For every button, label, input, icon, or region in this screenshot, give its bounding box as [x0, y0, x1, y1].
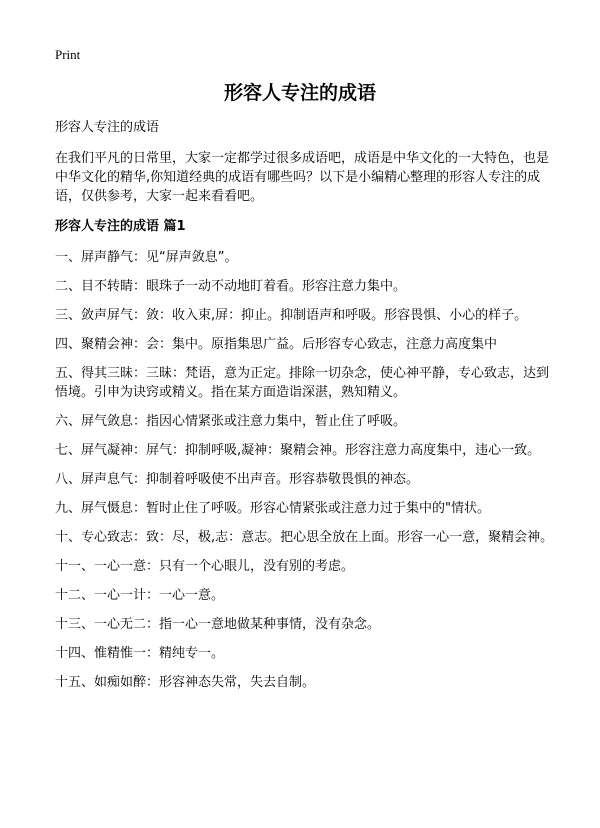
idiom-entry: 十、专心致志：致：尽，极,志：意志。把心思全放在上面。形容一心一意，聚精会神。: [55, 530, 554, 545]
idiom-entry: 十一、一心一意：只有一个心眼儿，没有别的考虑。: [55, 559, 355, 574]
article-body: [55, 119, 555, 702]
idiom-entry: 九、屏气慑息：暂时止住了呼吸。形容心情紧张或注意力过于集中的"情状。: [55, 501, 490, 516]
section-heading: 形容人专注的成语 篇1: [55, 219, 186, 234]
article-subtitle: 形容人专注的成语: [55, 120, 160, 135]
idiom-entry: 十二、一心一计：一心一意。: [55, 588, 225, 603]
idiom-entry: 十四、惟精惟一：精纯专一。: [55, 646, 225, 661]
idiom-entry: 十三、一心无二：指一心一意地做某种事情，没有杂念。: [55, 617, 381, 632]
intro-paragraph: 在我们平凡的日常里，大家一定都学过很多成语吧，成语是中华文化的一大特色，也是中华文化的精华,你知道经典的成语有哪些吗？以下是小编精心整理的形容人专注的成语，仅供参考，大家一起来看看吧。: [55, 151, 550, 204]
idiom-entry: 八、屏声息气：抑制着呼吸使不出声音。形容恭敬畏惧的神态。: [55, 472, 420, 487]
idiom-entry: 三、敛声屏气：敛：收入束,屏：抑止。抑制语声和呼吸。形容畏惧、小心的样子。: [55, 308, 528, 323]
idiom-entry: 十五、如痴如醉：形容神态失常，失去自制。: [55, 675, 316, 690]
idiom-entry: 二、目不转睛：眼珠子一动不动地盯着看。形容注意力集中。: [55, 279, 407, 294]
page-title: 形容人专注的成语: [223, 82, 376, 104]
idiom-entry: 一、屏声静气：见“屏声敛息”。: [55, 250, 238, 265]
idiom-entry: 七、屏气凝神：屏气：抑制呼吸,凝神：聚精会神。形容注意力高度集中，违心一致。: [55, 443, 541, 458]
idiom-entry: 五、得其三昧：三昧：梵语，意为正定。排除一切杂念，使心神平静，专心致志，达到悟境。引申为诀窍或精义。指在某方面造诣深湛，熟知精义。: [55, 366, 550, 400]
idiom-entry: 六、屏气敛息：指因心情紧张或注意力集中，暂止住了呼吸。: [55, 414, 407, 429]
print-link[interactable]: Print: [55, 47, 81, 62]
idiom-entry: 四、聚精会神：会：集中。原指集思广益。后形容专心致志，注意力高度集中: [55, 337, 498, 352]
